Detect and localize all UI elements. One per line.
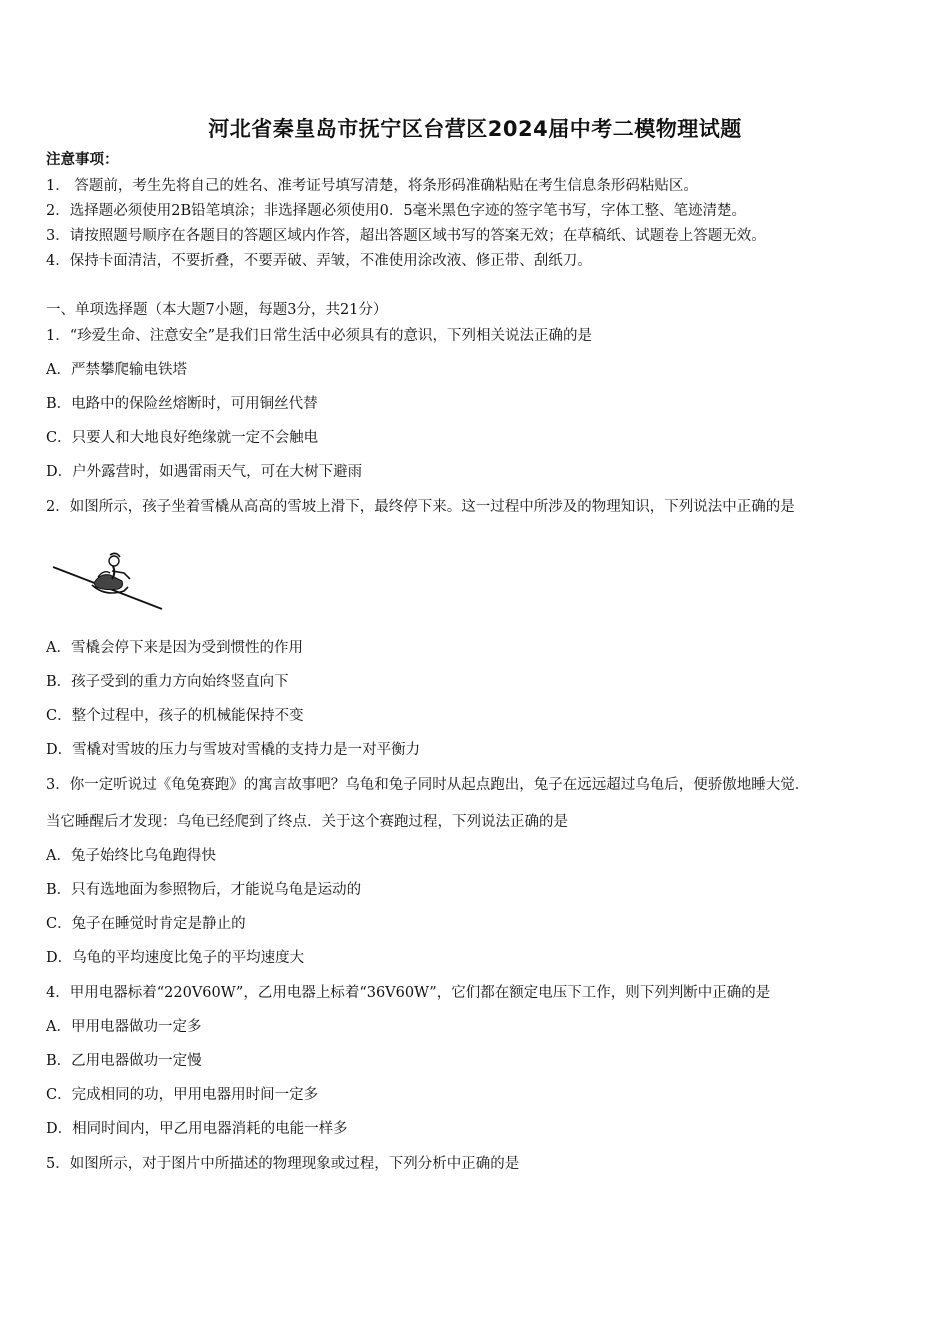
question-2-option-c: C．整个过程中，孩子的机械能保持不变 [46, 708, 304, 724]
notice-item-1: 1． 答题前，考生先将自己的姓名、准考证号填写清楚，将条形码准确粘贴在考生信息条形码粘贴区。 [46, 178, 698, 194]
notice-item-4: 4．保持卡面清洁，不要折叠，不要弄破、弄皱，不准使用涂改液、修正带、刮纸刀。 [46, 253, 592, 269]
notice-item-2: 2．选择题必须使用2B铅笔填涂；非选择题必须使用0．5毫米黑色字迹的签字笔书写，字体工整、笔迹清楚。 [46, 203, 747, 219]
question-3-option-d: D．乌龟的平均速度比兔子的平均速度大 [46, 950, 305, 966]
question-4-stem: 4．甲用电器标着“220V60W”，乙用电器上标着“36V60W”，它们都在额定电压下工作，则下列判断中正确的是 [46, 985, 771, 1001]
question-4-option-b: B．乙用电器做功一定慢 [46, 1053, 202, 1069]
question-1-option-a: A．严禁攀爬输电铁塔 [46, 362, 187, 378]
question-3-option-c: C．兔子在睡觉时肯定是静止的 [46, 916, 246, 932]
question-2-stem: 2．如图所示，孩子坐着雪橇从高高的雪坡上滑下，最终停下来。这一过程中所涉及的物理知识，下列说法中正确的是 [46, 499, 795, 515]
notice-item-3: 3．请按照题号顺序在各题目的答题区域内作答，超出答题区域书写的答案无效；在草稿纸、试题卷上答题无效。 [46, 228, 766, 244]
question-3-stem-line-2: 当它睡醒后才发现：乌龟已经爬到了终点．关于这个赛跑过程，下列说法正确的是 [46, 814, 568, 830]
question-2-option-b: B．孩子受到的重力方向始终竖直向下 [46, 674, 289, 690]
question-3-option-b: B．只有选地面为参照物后，才能说乌龟是运动的 [46, 882, 362, 898]
question-5-stem: 5．如图所示，对于图片中所描述的物理现象或过程，下列分析中正确的是 [46, 1156, 520, 1172]
child-head [109, 556, 119, 566]
question-2-option-a: A．雪橇会停下来是因为受到惯性的作用 [46, 640, 303, 656]
section-heading: 一、单项选择题（本大题7小题，每题3分，共21分） [46, 302, 388, 318]
question-1-option-b: B．电路中的保险丝熔断时，可用铜丝代替 [46, 396, 318, 412]
question-2-option-d: D．雪橇对雪坡的压力与雪坡对雪橇的支持力是一对平衡力 [46, 742, 421, 758]
question-4-option-a: A．甲用电器做功一定多 [46, 1019, 202, 1035]
page-title: 河北省秦皇岛市抚宁区台营区2024届中考二模物理试题 [208, 117, 742, 141]
question-4-option-c: C．完成相同的功，甲用电器用时间一定多 [46, 1087, 319, 1103]
question-3-stem-line-1: 3．你一定听说过《龟兔赛跑》的寓言故事吧？乌龟和兔子同时从起点跑出，兔子在远远超过乌龟后，便骄傲地睡大觉． [46, 777, 810, 793]
question-4-option-d: D．相同时间内，甲乙用电器消耗的电能一样多 [46, 1121, 348, 1137]
question-1-option-c: C．只要人和大地良好绝缘就一定不会触电 [46, 430, 319, 446]
question-1-stem: 1．“珍爱生命、注意安全”是我们日常生活中必须具有的意识，下列相关说法正确的是 [46, 328, 593, 344]
question-1-option-d: D．户外露营时，如遇雷雨天气，可在大树下避雨 [46, 464, 363, 480]
child-torso [112, 566, 114, 579]
sled-on-slope-figure [50, 545, 166, 613]
notice-heading: 注意事项： [46, 151, 119, 168]
question-3-option-a: A．兔子始终比乌龟跑得快 [46, 848, 216, 864]
